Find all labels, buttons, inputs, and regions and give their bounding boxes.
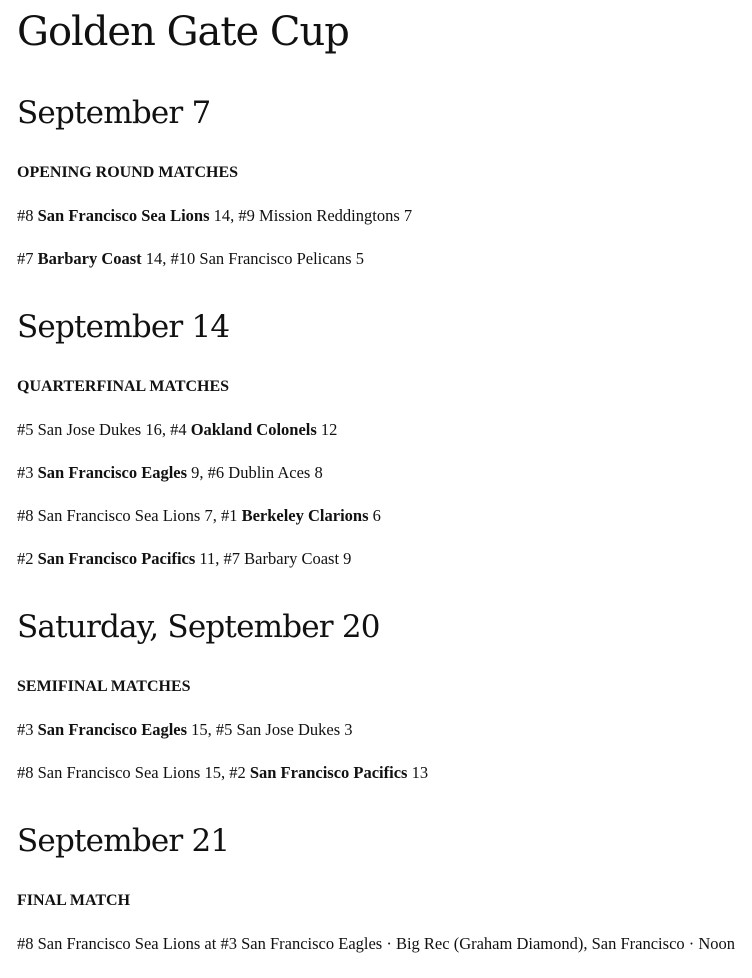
seed: #8	[17, 506, 38, 525]
loser-team: Dublin Aces	[228, 463, 311, 482]
round-section	[17, 94, 735, 270]
winner-team: Berkeley Clarions	[241, 506, 369, 525]
winner-team: San Francisco Pacifics	[249, 763, 408, 782]
match-result	[17, 548, 735, 570]
seed: #8	[17, 763, 38, 782]
loser-team: Barbary Coast	[244, 549, 340, 568]
score: 14,	[141, 249, 171, 268]
round-label: SEMIFINAL MATCHES	[17, 678, 191, 695]
score: 13	[407, 763, 429, 782]
score: 11,	[195, 549, 224, 568]
round-section	[17, 822, 735, 955]
round-section	[17, 308, 735, 570]
match-result	[17, 462, 735, 484]
round-date: September 21	[17, 823, 230, 859]
seed: #9	[238, 206, 260, 225]
page	[0, 8, 752, 955]
seed: #8	[17, 206, 38, 225]
score: 9	[339, 549, 352, 568]
seed: #4	[170, 420, 191, 439]
score: 9,	[187, 463, 208, 482]
score: 5	[351, 249, 364, 268]
score: 15,	[200, 763, 230, 782]
match-result	[17, 248, 735, 270]
winner-team: San Francisco Eagles	[37, 720, 188, 739]
score: 14,	[209, 206, 239, 225]
score: 8	[310, 463, 323, 482]
seed: #10	[170, 249, 200, 268]
winner-team: San Francisco Pacifics	[37, 549, 196, 568]
round-label: OPENING ROUND MATCHES	[17, 164, 239, 181]
winner-team: Barbary Coast	[37, 249, 142, 268]
seed: #7	[223, 549, 245, 568]
round-label: QUARTERFINAL MATCHES	[17, 378, 230, 395]
page-title: Golden Gate Cup	[17, 9, 349, 55]
loser-team: Mission Reddingtons	[259, 206, 400, 225]
seed: #1	[220, 506, 242, 525]
score: 7,	[200, 506, 221, 525]
match-result	[17, 762, 735, 784]
score: 3	[340, 720, 353, 739]
seed: #2	[17, 549, 38, 568]
round-date: September 7	[17, 95, 211, 131]
round-date: Saturday, September 20	[17, 609, 380, 645]
match-result	[17, 205, 735, 227]
winner-team: San Francisco Sea Lions	[37, 206, 210, 225]
round-label: FINAL MATCH	[17, 892, 131, 909]
seed: #2	[229, 763, 250, 782]
score: 7	[399, 206, 413, 225]
loser-team: San Jose Dukes	[236, 720, 341, 739]
seed: #3	[17, 463, 38, 482]
score: 12	[316, 420, 338, 439]
seed: #5	[215, 720, 237, 739]
match-result	[17, 505, 735, 527]
final-match-info: #8 San Francisco Sea Lions at #3 San Francisco Eagles · Big Rec (Graham Diamond), San Francisco · Noon	[17, 934, 736, 953]
match-result	[17, 419, 735, 441]
seed: #5	[17, 420, 38, 439]
loser-team: San Francisco Sea Lions	[37, 506, 201, 525]
loser-team: San Jose Dukes	[37, 420, 142, 439]
loser-team: San Francisco Sea Lions	[37, 763, 201, 782]
round-date: September 14	[17, 309, 230, 345]
score: 15,	[187, 720, 216, 739]
winner-team: San Francisco Eagles	[37, 463, 188, 482]
score: 6	[368, 506, 381, 525]
round-section	[17, 608, 735, 784]
seed: #6	[207, 463, 229, 482]
loser-team: San Francisco Pelicans	[199, 249, 352, 268]
seed: #3	[17, 720, 38, 739]
winner-team: Oakland Colonels	[190, 420, 317, 439]
seed: #7	[17, 249, 38, 268]
score: 16,	[141, 420, 171, 439]
match-result	[17, 719, 735, 741]
